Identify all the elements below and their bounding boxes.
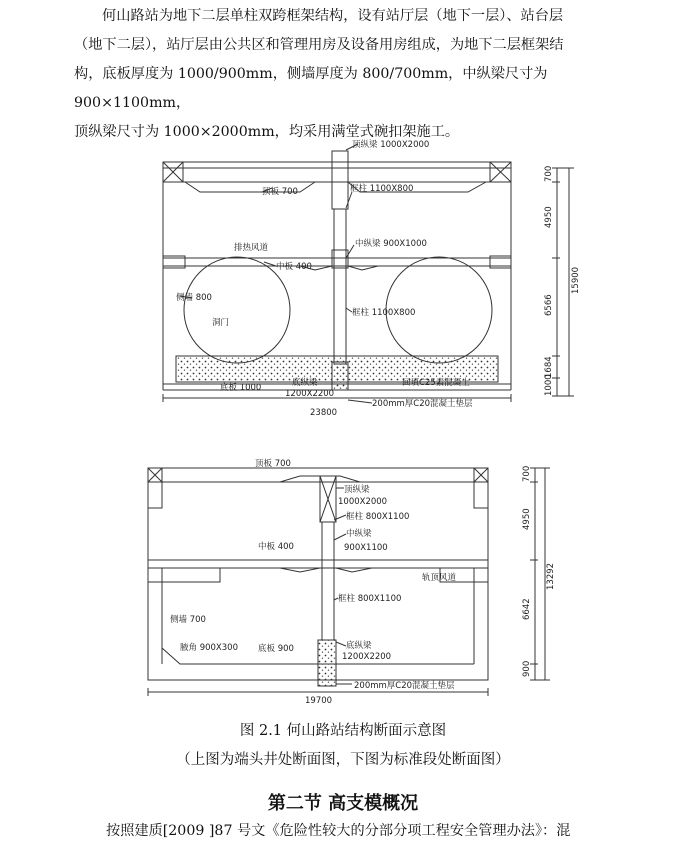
top-label-mid-slab: 中板 400 (276, 262, 312, 272)
bottom-label-top-beam: 顶纵梁 (344, 485, 370, 495)
bottom-label-cushion: 200mm厚C20混凝土垫层 (354, 681, 455, 691)
intro-line-3: 构，底板厚度为 1000/900mm，侧墙厚度为 800/700mm，中纵梁尺寸为 900×1100mm， (74, 66, 548, 111)
bottom-label-mid-beam: 中纵梁 (346, 529, 372, 539)
top-label-cushion: 200mm厚C20混凝土垫层 (372, 399, 473, 409)
bottom-label-bottom-beam-size: 1200X2200 (342, 652, 392, 662)
top-dim-700: 700 (544, 165, 554, 182)
intro-line-4: 顶纵梁尺寸为 1000×2000mm，均采用满堂式碗扣架施工。 (74, 124, 460, 140)
top-outer-outline (163, 162, 511, 384)
figure-caption-title: 图 2.1 何山路站结构断面示意图 (239, 723, 447, 739)
top-label-top-slab: 顶板 700 (262, 187, 298, 197)
bottom-bottom-beam (318, 640, 336, 686)
bottom-label-bottom-beam: 底纵梁 (346, 641, 372, 651)
bottom-dim-6642: 6642 (522, 598, 532, 620)
next-paragraph-line: 按照建质[2009 ]87 号文《危险性较大的分部分项工程安全管理办法》：混 (106, 823, 571, 839)
section-heading: 第二节 高支模概况 (267, 793, 419, 814)
top-label-top-beam: 顶纵梁 1000X2000 (352, 140, 430, 150)
top-label-column2: 框柱 1100X800 (352, 308, 416, 318)
top-label-air-duct: 排热风道 (234, 243, 269, 253)
bottom-label-haunch: 腋角 900X300 (180, 643, 238, 653)
bottom-label-column2: 框柱 800X1100 (338, 594, 402, 604)
top-center-column (334, 209, 346, 364)
top-dim-4950: 4950 (544, 206, 554, 228)
bottom-label-track-duct: 轨顶风道 (422, 573, 457, 583)
top-label-backfill: 回填C25素混凝土 (402, 378, 470, 388)
top-top-slab (163, 168, 511, 182)
top-dim-1000: 1000 (544, 374, 554, 396)
bottom-label-side-wall: 侧墙 700 (170, 615, 206, 625)
figure-caption-subtitle: （上图为端头井处断面图，下图为标准段处断面图） (176, 752, 510, 768)
top-label-side-wall: 侧墙 800 (176, 293, 212, 303)
bottom-label-top-slab: 顶板 700 (255, 459, 291, 469)
bottom-label-column1: 框柱 800X1100 (346, 512, 410, 522)
top-label-opening: 洞门 (212, 318, 230, 328)
bottom-dim-900: 900 (522, 660, 532, 677)
top-label-bottom-beam: 底纵梁 (292, 378, 318, 388)
bottom-label-bottom-slab: 底板 900 (258, 644, 294, 654)
intro-line-2: （地下二层），站厅层由公共区和管理用房及设备用房组成，为地下二层框架结 (74, 37, 564, 53)
bottom-label-mid-slab: 中板 400 (258, 542, 294, 552)
top-dim-1684: 1684 (544, 356, 554, 378)
bottom-top-slab (148, 468, 488, 482)
top-dim-6566: 6566 (544, 294, 554, 316)
top-label-mid-beam: 中纵梁 900X1000 (355, 239, 427, 249)
top-label-bottom-beam-size: 1200X2200 (285, 389, 335, 399)
bottom-section-labels (170, 458, 556, 706)
top-left-opening (184, 257, 290, 363)
top-section-drawing (163, 144, 574, 403)
bottom-dim-4950: 4950 (522, 508, 532, 530)
bottom-dim-700: 700 (522, 465, 532, 482)
bottom-label-width: 19700 (305, 696, 333, 706)
bottom-label-top-beam-size: 1000X2000 (338, 497, 388, 507)
top-label-column1: 框柱 1100X800 (350, 184, 414, 194)
top-dim-total: 15900 (571, 266, 581, 294)
top-label-width: 23800 (310, 408, 338, 418)
intro-line-1: 何山路站为地下二层单柱双跨框架结构，设有站厅层（地下一层）、站台层 (102, 8, 564, 24)
bottom-dim-total: 13292 (546, 562, 556, 590)
bottom-center-column (322, 522, 334, 640)
top-bottom-beam (332, 362, 348, 390)
top-top-beam (332, 151, 348, 209)
bottom-label-mid-beam-size: 900X1100 (344, 543, 388, 553)
bottom-mid-slab (148, 560, 488, 568)
top-label-bottom-slab: 底板 1000 (220, 383, 262, 393)
